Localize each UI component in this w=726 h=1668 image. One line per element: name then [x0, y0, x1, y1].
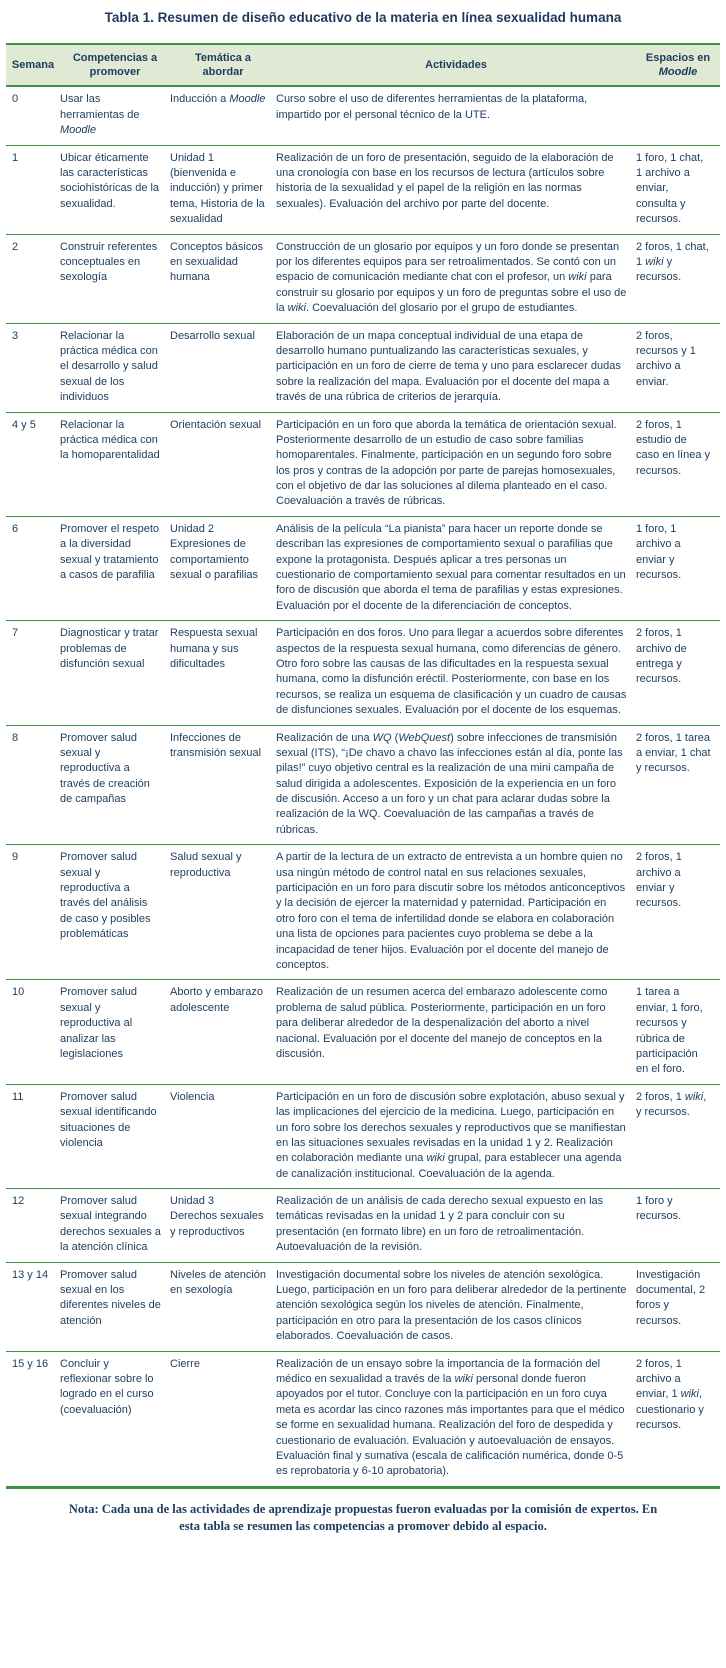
col-header-espacios: Espacios en Moodle [636, 44, 720, 87]
cell-competencias: Promover salud sexual identificando situaciones de violencia [60, 1084, 170, 1188]
cell-espacios: 2 foros, 1 archivo de entrega y recursos. [636, 621, 720, 725]
table-title: Tabla 1. Resumen de diseño educativo de la materia en línea sexualidad humana [104, 10, 622, 25]
cell-semana: 11 [6, 1084, 60, 1188]
cell-semana: 6 [6, 516, 60, 620]
cell-semana: 1 [6, 145, 60, 234]
cell-tematica: Conceptos básicos en sexualidad humana [170, 234, 276, 323]
cell-tematica: Unidad 2 Expresiones de comportamiento sexual o parafilias [170, 516, 276, 620]
cell-competencias: Relacionar la práctica médica con la homoparentalidad [60, 412, 170, 516]
table-row [6, 323, 720, 412]
cell-espacios: Investigación documental, 2 foros y recursos. [636, 1262, 720, 1351]
table-row [6, 621, 720, 725]
course-design-table [6, 43, 720, 1489]
cell-actividades: Construcción de un glosario por equipos y un foro donde se presentan por los diferentes equipos para ser retroalimentados. Se contó con un espacio de comunicación mediante chat con el profesor, un wiki para construir su glosario por equipos y un foro de preguntas sobre el uso de la wiki. Coevaluación del glosario por el grupo de estudiantes. [276, 234, 636, 323]
cell-semana: 13 y 14 [6, 1262, 60, 1351]
cell-espacios: 2 foros, 1 chat, 1 wiki y recursos. [636, 234, 720, 323]
cell-espacios [636, 86, 720, 145]
col-header-tematica: Temática a abordar [170, 44, 276, 87]
cell-espacios: 2 foros, 1 wiki, y recursos. [636, 1084, 720, 1188]
col-header-semana: Semana [6, 44, 60, 87]
table-footnote: Nota: Cada una de las actividades de aprendizaje propuestas fueron evaluadas por la comisión de expertos. En esta tabla se resumen las competencias a promover debido al espacio. [68, 1501, 658, 1533]
cell-competencias: Ubicar éticamente las características sociohistóricas de la sexualidad. [60, 145, 170, 234]
table-row [6, 86, 720, 145]
table-row [6, 1084, 720, 1188]
cell-semana: 8 [6, 725, 60, 845]
cell-semana: 15 y 16 [6, 1351, 60, 1487]
cell-tematica: Aborto y embarazo adolescente [170, 980, 276, 1084]
cell-semana: 3 [6, 323, 60, 412]
cell-actividades: Participación en un foro de discusión sobre explotación, abuso sexual y las implicaciones del ejercicio de la medicina. Luego, participación en un foro sobre los derechos sexuales y reproductivos que se manifiestan en las situaciones sexuales revisadas en la unidad 1 y 2. Realización en colaboración mediante una wiki grupal, para establecer una agenda de canalización institucional. Coevaluación de la agenda. [276, 1084, 636, 1188]
cell-actividades: Realización de una WQ (WebQuest) sobre infecciones de transmisión sexual (ITS), “¡De chavo a chavo las infecciones están al día, ponte las pilas!” cuyo objetivo central es la realización de una mini campaña de salud dirigida a adolescentes. Exposición de la experiencia en un foro de discusión. Acceso a un foro y un chat para aclarar dudas sobre la realización de la WQ. Coevaluación de las campañas a través de rúbricas. [276, 725, 636, 845]
cell-semana: 0 [6, 86, 60, 145]
cell-actividades: Elaboración de un mapa conceptual individual de una etapa de desarrollo humano puntualizando las características sexuales, y participación en un foro de cierre de tema y uno para esclarecer dudas sobre la realización del mapa. Evaluación por el docente del mapa a través de una rúbrica de criterios de jerarquía. [276, 323, 636, 412]
cell-tematica: Infecciones de transmisión sexual [170, 725, 276, 845]
cell-tematica: Salud sexual y reproductiva [170, 845, 276, 980]
table-row [6, 145, 720, 234]
table-row [6, 1351, 720, 1487]
cell-competencias: Diagnosticar y tratar problemas de disfunción sexual [60, 621, 170, 725]
table-row [6, 725, 720, 845]
cell-tematica: Inducción a Moodle [170, 86, 276, 145]
cell-competencias: Promover salud sexual y reproductiva a través de creación de campañas [60, 725, 170, 845]
cell-actividades: Análisis de la película “La pianista” para hacer un reporte donde se describan las expresiones de comportamiento sexual o parafilias que expone la protagonista. Después aplicar a tres personas un cuestionario de comportamiento sexual para comentar resultados en un foro de discusión que aborda el tema de parafilias y estas expresiones. Evaluación por el docente de la diferenciación de conceptos. [276, 516, 636, 620]
cell-semana: 2 [6, 234, 60, 323]
cell-actividades: Realización de un foro de presentación, seguido de la elaboración de una cronología con base en los recursos de lectura (artículos sobre historia de la sexualidad y el papel de la religión en las normas sexuales). Evaluación del archivo por parte del docente. [276, 145, 636, 234]
col-header-competencias: Competencias a promover [60, 44, 170, 87]
table-row [6, 234, 720, 323]
cell-actividades: Curso sobre el uso de diferentes herramientas de la plataforma, impartido por el personal técnico de la UTE. [276, 86, 636, 145]
table-row [6, 980, 720, 1084]
cell-tematica: Orientación sexual [170, 412, 276, 516]
cell-competencias: Relacionar la práctica médica con el desarrollo y salud sexual de los individuos [60, 323, 170, 412]
cell-actividades: Participación en dos foros. Uno para llegar a acuerdos sobre diferentes aspectos de la respuesta sexual humana, como diferencias de género. Otro foro sobre las causas de las dificultades en la respuesta sexual humana, como la disfunción eréctil. Posteriormente, con base en los recursos, se realiza un esquema de clasificación y un cuadro de causas de disfunciones sexuales. Evaluación por el docente de los esquemas. [276, 621, 636, 725]
cell-semana: 10 [6, 980, 60, 1084]
cell-tematica: Niveles de atención en sexología [170, 1262, 276, 1351]
table-row [6, 412, 720, 516]
cell-tematica: Unidad 1 (bienvenida e inducción) y primer tema, Historia de la sexualidad [170, 145, 276, 234]
cell-espacios: 1 foro, 1 chat, 1 archivo a enviar, consulta y recursos. [636, 145, 720, 234]
cell-espacios: 2 foros, 1 tarea a enviar, 1 chat y recursos. [636, 725, 720, 845]
cell-competencias: Promover salud sexual en los diferentes niveles de atención [60, 1262, 170, 1351]
cell-actividades: Participación en un foro que aborda la temática de orientación sexual. Posteriormente desarrollo de un estudio de caso sobre familias homoparentales. Finalmente, participación en un segundo foro sobre los pros y contras de la adopción por parte de parejas homosexuales, con el objetivo de dar las soluciones al dilema planteado en el caso. Coevaluación a través de rúbricas. [276, 412, 636, 516]
cell-competencias: Promover salud sexual integrando derechos sexuales a la atención clínica [60, 1189, 170, 1263]
cell-espacios: 2 foros, 1 archivo a enviar, 1 wiki, cuestionario y recursos. [636, 1351, 720, 1487]
cell-tematica: Respuesta sexual humana y sus dificultades [170, 621, 276, 725]
cell-actividades: Realización de un resumen acerca del embarazo adolescente como problema de salud pública. Posteriormente, participación en un foro para deliberar alrededor de la despenalización del aborto a nivel nacional. Evaluación por el docente del manejo de conceptos en la discusión. [276, 980, 636, 1084]
cell-tematica: Unidad 3 Derechos sexuales y reproductivos [170, 1189, 276, 1263]
table-row [6, 1262, 720, 1351]
col-header-actividades: Actividades [276, 44, 636, 87]
cell-tematica: Violencia [170, 1084, 276, 1188]
cell-semana: 4 y 5 [6, 412, 60, 516]
cell-tematica: Cierre [170, 1351, 276, 1487]
table-row [6, 845, 720, 980]
cell-competencias: Usar las herramientas de Moodle [60, 86, 170, 145]
cell-actividades: Investigación documental sobre los niveles de atención sexológica. Luego, participación en un foro para deliberar alrededor de la pertinente atención sexológica según los niveles de atención. Finalmente, participación en otro para la presentación de los casos clínicos elaborados. Coevaluación de casos. [276, 1262, 636, 1351]
table-header-row [6, 44, 720, 87]
cell-actividades: A partir de la lectura de un extracto de entrevista a un hombre quien no usa ningún método de control natal en sus relaciones sexuales, participación en un foro para discutir sobre los métodos anticonceptivos y la decisión de ejercer la maternidad y paternidad. Participación en otro foro con el tema de infertilidad donde se elabora en colaboración una lista de opciones para pacientes cuyo problema se debe a la incapacidad de tener hijos. Evaluación por el docente del manejo de conceptos. [276, 845, 636, 980]
cell-actividades: Realización de un ensayo sobre la importancia de la formación del médico en sexualidad a través de la wiki personal donde fueron apoyados por el tutor. Concluye con la participación en un foro cuya meta es acordar las cinco razones más importantes para que el médico se forme en sexualidad humana. Realización del foro de despedida y cuestionario de evaluación. Evaluación y autoevaluación de ensayos. Evaluación final y sumativa (escala de calificación numérica, donde 0-5 es reprobatoria y 6-10 aprobatoria). [276, 1351, 636, 1487]
cell-espacios: 2 foros, 1 archivo a enviar y recursos. [636, 845, 720, 980]
cell-tematica: Desarrollo sexual [170, 323, 276, 412]
cell-espacios: 1 tarea a enviar, 1 foro, recursos y rúbrica de participación en el foro. [636, 980, 720, 1084]
cell-competencias: Promover salud sexual y reproductiva a través del análisis de caso y posibles problemáticas [60, 845, 170, 980]
cell-espacios: 2 foros, recursos y 1 archivo a enviar. [636, 323, 720, 412]
table-row [6, 516, 720, 620]
cell-espacios: 1 foro y recursos. [636, 1189, 720, 1263]
cell-actividades: Realización de un análisis de cada derecho sexual expuesto en las temáticas revisadas en la unidad 1 y 2 para concluir con su presentación (en formato libre) en un foro de retroalimentación. Autoevaluación de la revisión. [276, 1189, 636, 1263]
cell-semana: 12 [6, 1189, 60, 1263]
cell-espacios: 1 foro, 1 archivo a enviar y recursos. [636, 516, 720, 620]
cell-competencias: Construir referentes conceptuales en sexología [60, 234, 170, 323]
cell-competencias: Promover salud sexual y reproductiva al analizar las legislaciones [60, 980, 170, 1084]
cell-semana: 9 [6, 845, 60, 980]
cell-competencias: Promover el respeto a la diversidad sexual y tratamiento a casos de parafilia [60, 516, 170, 620]
table-row [6, 1189, 720, 1263]
cell-competencias: Concluir y reflexionar sobre lo logrado en el curso (coevaluación) [60, 1351, 170, 1487]
cell-semana: 7 [6, 621, 60, 725]
cell-espacios: 2 foros, 1 estudio de caso en línea y recursos. [636, 412, 720, 516]
